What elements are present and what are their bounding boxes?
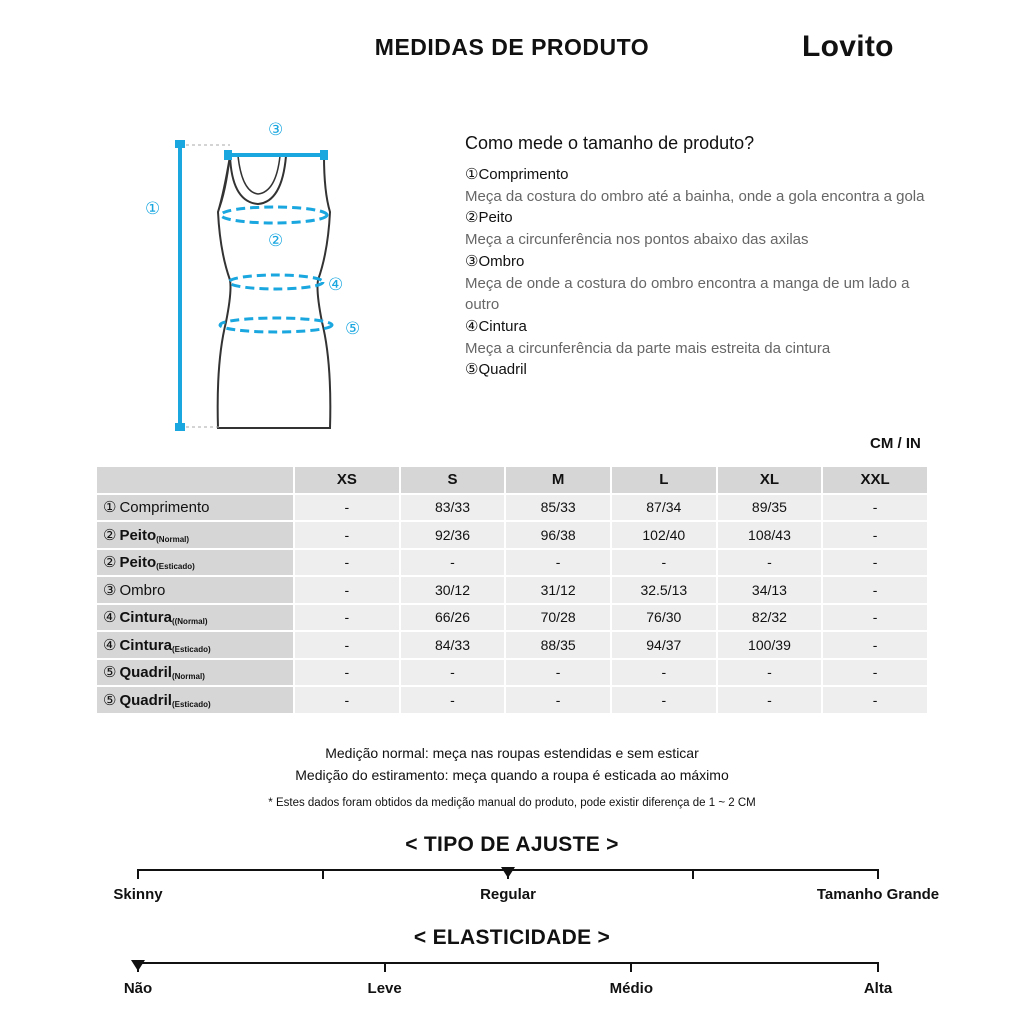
size-header: L bbox=[612, 467, 716, 493]
table-cell: - bbox=[401, 687, 505, 713]
measure-desc: Meça a circunferência da parte mais estreita da cintura bbox=[465, 339, 831, 357]
table-cell: - bbox=[823, 577, 927, 603]
row-number: ⑤ bbox=[103, 691, 117, 709]
table-cell: 100/39 bbox=[718, 632, 822, 658]
table-row bbox=[97, 605, 927, 631]
row-name: Quadril bbox=[119, 691, 172, 709]
table-cell: - bbox=[295, 632, 399, 658]
table-cell: 84/33 bbox=[401, 632, 505, 658]
size-header-row bbox=[97, 467, 927, 493]
measure-desc: Meça a circunferência nos pontos abaixo das axilas bbox=[465, 231, 809, 249]
table-cell: - bbox=[401, 660, 505, 686]
scale-label: Médio bbox=[609, 980, 653, 997]
table-cell: - bbox=[718, 660, 822, 686]
marker-1: ① bbox=[145, 199, 161, 219]
row-number: ④ bbox=[103, 609, 117, 627]
table-cell: - bbox=[295, 687, 399, 713]
note-stretch: Medição do estiramento: meça quando a roupa é esticada ao máximo bbox=[295, 767, 729, 783]
table-cell: 76/30 bbox=[612, 605, 716, 631]
table-corner bbox=[97, 467, 293, 493]
scale-label: Regular bbox=[480, 886, 536, 903]
table-cell: 88/35 bbox=[506, 632, 610, 658]
length-cap-bottom bbox=[175, 423, 185, 431]
table-cell: 30/12 bbox=[401, 577, 505, 603]
table-cell: - bbox=[295, 605, 399, 631]
row-label bbox=[97, 687, 293, 713]
row-subtitle: (Esticado) bbox=[171, 699, 211, 709]
size-header: XXL bbox=[823, 467, 927, 493]
row-subtitle: (Esticado) bbox=[171, 644, 211, 654]
dress-outline bbox=[218, 156, 331, 428]
table-cell: - bbox=[612, 550, 716, 576]
table-cell: 89/35 bbox=[718, 495, 822, 521]
row-number: ④ bbox=[103, 636, 117, 654]
table-cell: - bbox=[718, 550, 822, 576]
measure-name: ④Cintura bbox=[465, 317, 527, 335]
row-name: Peito bbox=[119, 554, 157, 572]
row-subtitle: (Normal) bbox=[156, 534, 190, 544]
measure-desc: Meça da costura do ombro até a bainha, onde a gola encontra a gola bbox=[465, 187, 925, 205]
row-label bbox=[97, 522, 293, 548]
table-cell: 96/38 bbox=[506, 522, 610, 548]
note-normal: Medição normal: meça nas roupas estendidas e sem esticar bbox=[325, 745, 699, 761]
scale-tick bbox=[630, 962, 632, 972]
table-cell: - bbox=[401, 550, 505, 576]
row-label bbox=[97, 660, 293, 686]
neckline-inner bbox=[238, 156, 280, 194]
row-name: Comprimento bbox=[119, 499, 210, 517]
row-label bbox=[97, 577, 293, 603]
size-header: S bbox=[401, 467, 505, 493]
table-cell: - bbox=[823, 550, 927, 576]
table-cell: - bbox=[823, 605, 927, 631]
table-cell: - bbox=[295, 577, 399, 603]
row-subtitle: (Normal) bbox=[171, 672, 205, 682]
row-name: Cintura bbox=[119, 609, 172, 627]
page-title: MEDIDAS DE PRODUTO bbox=[374, 34, 650, 60]
disclaimer: * Estes dados foram obtidos da medição manual do produto, pode existir diferença de 1 ~ 2 CM bbox=[268, 797, 756, 809]
size-header: M bbox=[506, 467, 610, 493]
table-cell: 31/12 bbox=[506, 577, 610, 603]
row-subtitle: (Esticado) bbox=[156, 562, 195, 572]
size-header: XL bbox=[718, 467, 822, 493]
table-cell: - bbox=[823, 522, 927, 548]
table-cell: - bbox=[295, 522, 399, 548]
table-cell: - bbox=[612, 660, 716, 686]
elasticity-scale-title: < ELASTICIDADE > bbox=[413, 926, 611, 949]
table-cell: - bbox=[506, 550, 610, 576]
chest-ellipse bbox=[221, 207, 327, 223]
row-name: Ombro bbox=[119, 581, 166, 599]
marker-2: ② bbox=[268, 231, 284, 251]
scale-label: Alta bbox=[863, 980, 893, 997]
table-cell: 102/40 bbox=[612, 522, 716, 548]
table-row bbox=[97, 632, 927, 658]
measure-name: ②Peito bbox=[465, 209, 513, 227]
table-cell: 94/37 bbox=[612, 632, 716, 658]
marker-5: ⑤ bbox=[345, 319, 361, 339]
scale-label: Tamanho Grande bbox=[816, 886, 940, 903]
length-cap-top bbox=[175, 140, 185, 148]
table-cell: 108/43 bbox=[718, 522, 822, 548]
scale-tick bbox=[322, 869, 324, 879]
table-row bbox=[97, 660, 927, 686]
table-cell: 34/13 bbox=[718, 577, 822, 603]
table-cell: - bbox=[718, 687, 822, 713]
table-cell: 92/36 bbox=[401, 522, 505, 548]
table-cell: 70/28 bbox=[506, 605, 610, 631]
table-cell: - bbox=[612, 687, 716, 713]
table-row bbox=[97, 550, 927, 576]
table-row bbox=[97, 687, 927, 713]
row-name: Quadril bbox=[119, 664, 172, 682]
measure-question: Como mede o tamanho de produto? bbox=[465, 133, 755, 153]
scale-label: Não bbox=[123, 980, 153, 997]
table-cell: - bbox=[823, 660, 927, 686]
row-number: ① bbox=[103, 499, 117, 517]
scale-line bbox=[138, 962, 878, 964]
measure-name: ⑤Quadril bbox=[465, 361, 527, 379]
measure-name: ③Ombro bbox=[465, 252, 525, 270]
row-label bbox=[97, 632, 293, 658]
scale-tick bbox=[877, 962, 879, 972]
row-label bbox=[97, 495, 293, 521]
table-cell: 87/34 bbox=[612, 495, 716, 521]
table-cell: 32.5/13 bbox=[612, 577, 716, 603]
table-cell: - bbox=[823, 495, 927, 521]
shoulder-cap-right bbox=[320, 150, 328, 160]
table-cell: - bbox=[823, 687, 927, 713]
table-cell: 83/33 bbox=[401, 495, 505, 521]
marker-3: ③ bbox=[268, 120, 284, 140]
table-cell: - bbox=[295, 660, 399, 686]
measure-list bbox=[465, 164, 935, 381]
scale-marker-icon bbox=[131, 960, 145, 971]
measure-desc: Meça de onde a costura do ombro encontra a manga de um lado a outro bbox=[465, 274, 910, 314]
scale-label: Leve bbox=[367, 980, 402, 997]
scale-tick bbox=[692, 869, 694, 879]
row-name: Peito bbox=[119, 526, 157, 544]
units-label: CM / IN bbox=[870, 435, 921, 452]
row-name: Cintura bbox=[119, 636, 172, 654]
table-cell: - bbox=[506, 687, 610, 713]
dress-measurement-diagram bbox=[130, 112, 390, 442]
size-table bbox=[95, 465, 929, 715]
row-label bbox=[97, 605, 293, 631]
table-cell: 82/32 bbox=[718, 605, 822, 631]
row-number: ② bbox=[103, 554, 117, 572]
row-number: ③ bbox=[103, 581, 117, 599]
table-row bbox=[97, 522, 927, 548]
row-number: ⑤ bbox=[103, 664, 117, 682]
table-row bbox=[97, 495, 927, 521]
row-number: ② bbox=[103, 526, 117, 544]
row-label bbox=[97, 550, 293, 576]
shoulder-cap-left bbox=[224, 150, 232, 160]
size-header: XS bbox=[295, 467, 399, 493]
scale-marker-icon bbox=[501, 867, 515, 878]
marker-4: ④ bbox=[328, 275, 344, 295]
table-cell: - bbox=[295, 550, 399, 576]
table-cell: - bbox=[295, 495, 399, 521]
table-cell: - bbox=[506, 660, 610, 686]
brand-logo: Lovito bbox=[802, 30, 894, 63]
table-cell: - bbox=[823, 632, 927, 658]
row-subtitle: ((Normal) bbox=[171, 617, 208, 627]
scale-tick bbox=[384, 962, 386, 972]
table-cell: 66/26 bbox=[401, 605, 505, 631]
table-row bbox=[97, 577, 927, 603]
measure-name: ①Comprimento bbox=[465, 166, 569, 183]
scale-tick bbox=[137, 869, 139, 879]
scale-label: Skinny bbox=[113, 886, 163, 903]
table-cell: 85/33 bbox=[506, 495, 610, 521]
fit-scale-title: < TIPO DE AJUSTE > bbox=[405, 833, 619, 856]
scale-tick bbox=[877, 869, 879, 879]
hip-ellipse bbox=[220, 318, 332, 332]
waist-ellipse bbox=[229, 275, 323, 289]
